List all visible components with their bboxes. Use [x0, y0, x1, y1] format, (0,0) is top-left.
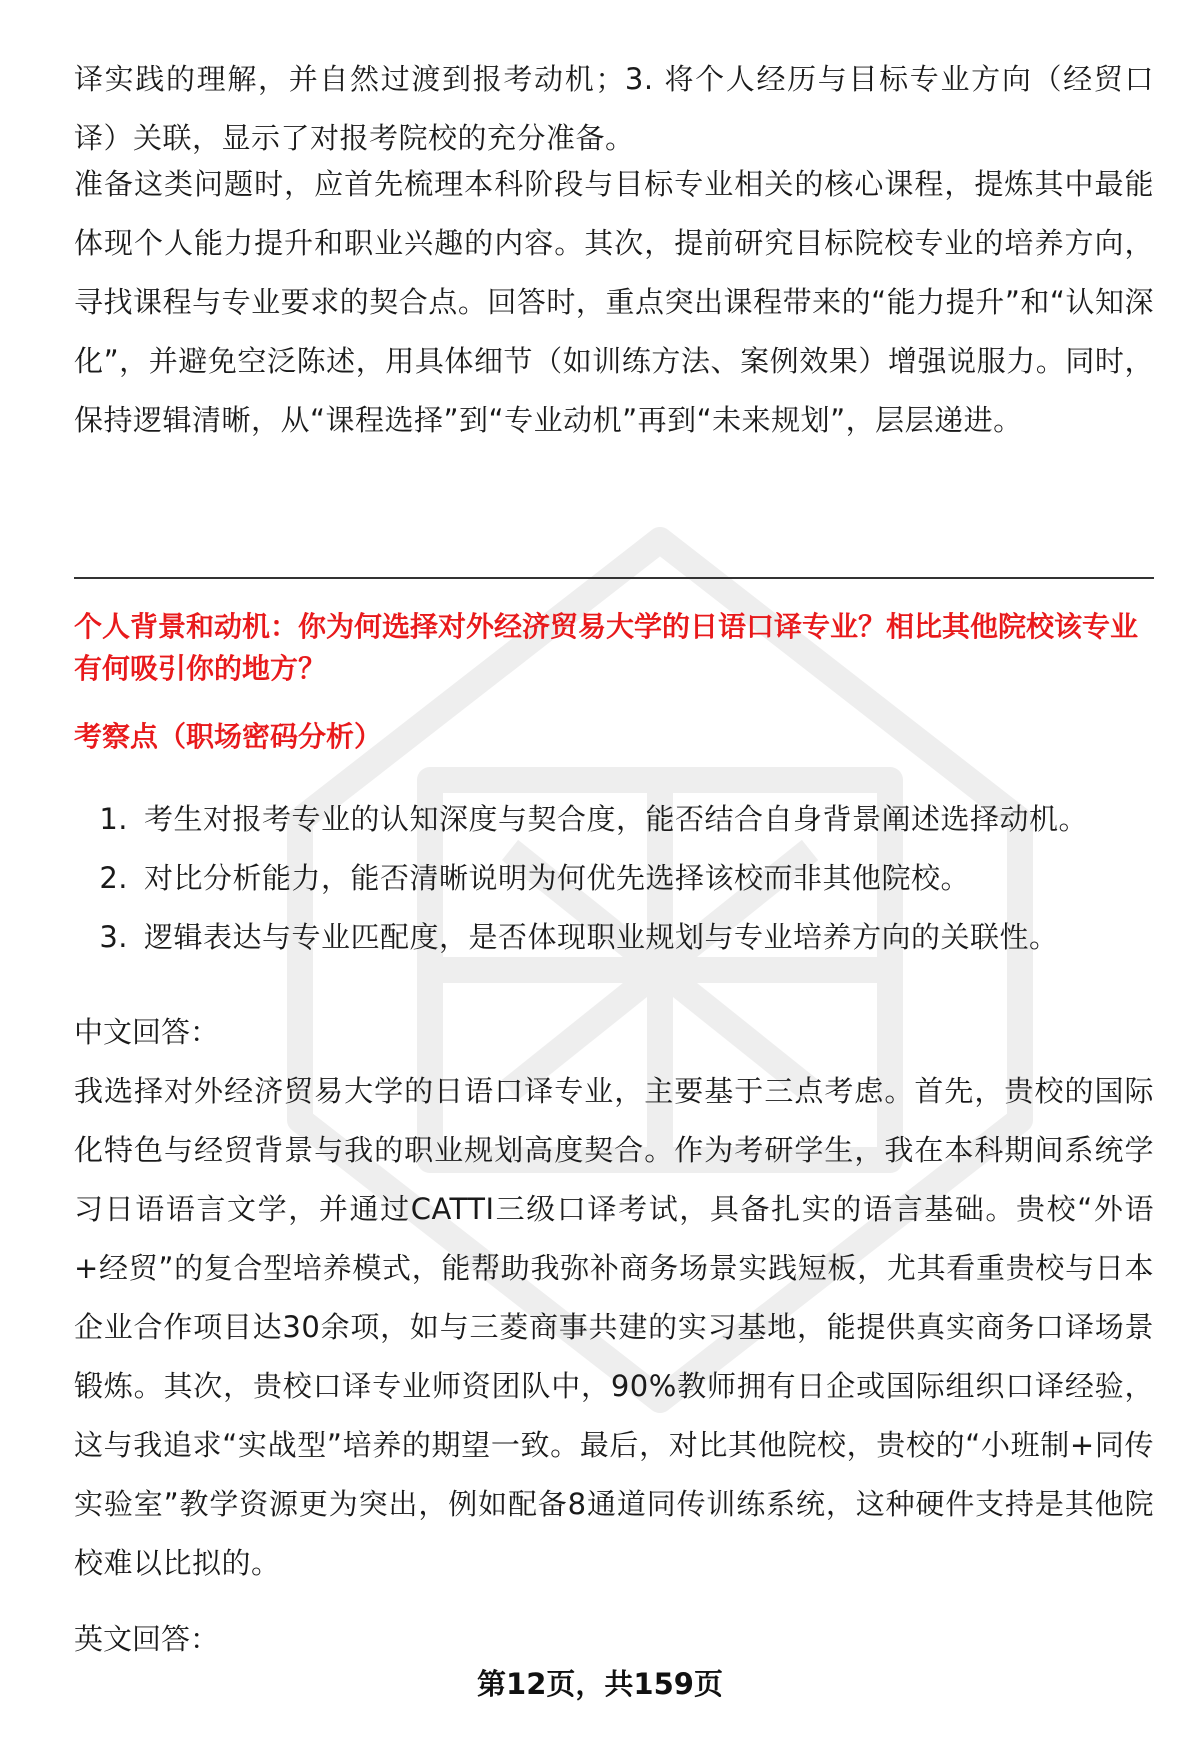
page-number: 第12页，共159页 [477, 1667, 723, 1701]
list-item-text: 逻辑表达与专业匹配度，是否体现职业规划与专业培养方向的关联性。 [144, 920, 1059, 954]
chinese-answer-text: 我选择对外经济贸易大学的日语口译专业，主要基于三点考虑。首先，贵校的国际化特色与经贸背景与我的职业规划高度契合。作为考研学生，我在本科期间系统学习日语语言文学，并通过CATTI三级口译考试，具备扎实的语言基础。贵校“外语+经贸”的复合型培养模式，能帮助我弥补商务场景实践短板，尤其看重贵校与日本企业合作项目达30余项，如与三菱商事共建的实习基地，能提供真实商务口译场景锻炼。其次，贵校口译专业师资团队中，90%教师拥有日企或国际组织口译经验，这与我追求“实战型”培养的期望一致。最后，对比其他院校，贵校的“小班制+同传实验室”教学资源更为突出，例如配备8通道同传训练系统，这种硬件支持是其他院校难以比拟的。 [74, 1074, 1154, 1580]
list-item-number: 3. [99, 920, 128, 954]
list-item [74, 908, 1154, 967]
list-item-number: 2. [99, 861, 128, 895]
list-item [74, 849, 1154, 908]
english-answer-label: 英文回答： [74, 1622, 220, 1656]
intro-paragraph-1: 译实践的理解，并自然过渡到报考动机；3. 将个人经历与目标专业方向（经贸口译）关联，显示了对报考院校的充分准备。 [74, 62, 1154, 155]
question-title: 个人背景和动机：你为何选择对外经济贸易大学的日语口译专业？相比其他院校该专业有何吸引你的地方？ [74, 610, 1139, 685]
list-item [74, 790, 1154, 849]
list-item-text: 考生对报考专业的认知深度与契合度，能否结合自身背景阐述选择动机。 [144, 802, 1089, 836]
exam-points-heading: 考察点（职场密码分析） [74, 720, 383, 753]
list-item-text: 对比分析能力，能否清晰说明为何优先选择该校而非其他院校。 [144, 861, 971, 895]
chinese-answer-label: 中文回答： [74, 1015, 220, 1049]
intro-paragraph-2: 准备这类问题时，应首先梳理本科阶段与目标专业相关的核心课程，提炼其中最能体现个人能力提升和职业兴趣的内容。其次，提前研究目标院校专业的培养方向，寻找课程与专业要求的契合点。回答时，重点突出课程带来的“能力提升”和“认知深化”，并避免空泛陈述，用具体细节（如训练方法、案例效果）增强说服力。同时，保持逻辑清晰，从“课程选择”到“专业动机”再到“未来规划”，层层递进。 [74, 167, 1154, 437]
exam-points-list [74, 790, 1154, 967]
section-divider [74, 577, 1154, 579]
list-item-number: 1. [99, 802, 128, 836]
